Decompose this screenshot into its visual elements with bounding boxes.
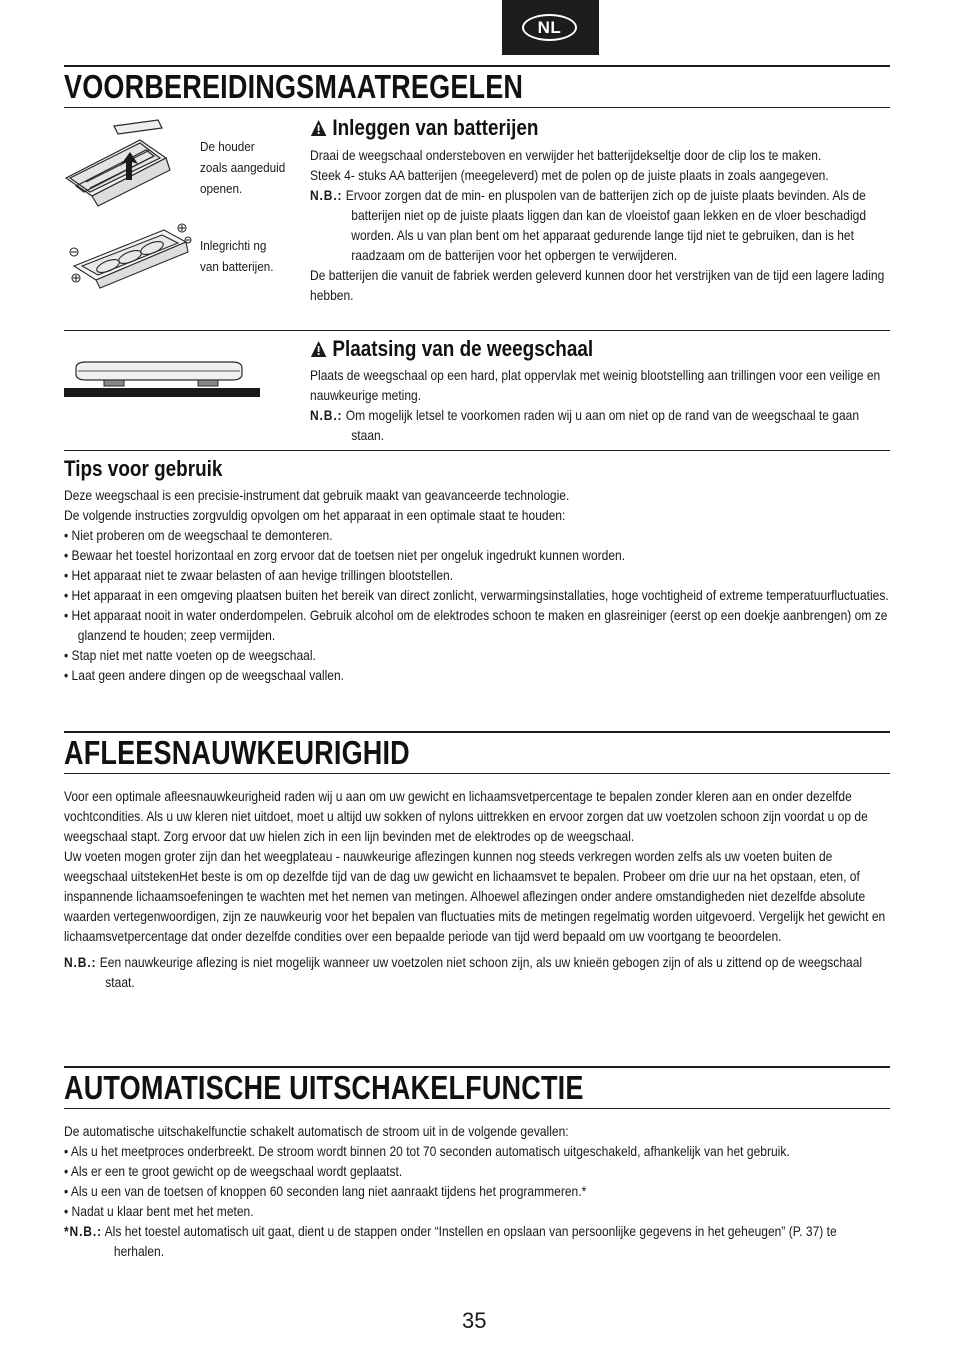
note-text: Om mogelijk letsel te voorkomen raden wij u aan om niet op de rand van de weegschaal te gaan staan. [345, 407, 860, 443]
body-line: De volgende instructies zorgvuldig opvolgen om het apparaat in een optimale staat te houden: [64, 507, 566, 523]
caption-open-holder [200, 136, 285, 199]
language-tab [502, 0, 599, 55]
note-label: *N.B.: [64, 1223, 102, 1239]
section-title-auto-off: AUTOMATISCHE UITSCHAKELFUNCTIE [64, 1069, 584, 1106]
caption-line: zoals aangeduid [200, 160, 286, 175]
heading-placement-text: Plaatsing van de weegschaal [332, 336, 594, 361]
list-item: • Niet proberen om de weegschaal te demonteren. [64, 527, 333, 543]
caption-line: openen. [200, 181, 243, 196]
note-text: Als het toestel automatisch uit gaat, dient u de stappen onder “Instellen en opslaan van persoonlijke gegevens in het geheugen” (P. 37) te herhalen. [104, 1223, 837, 1259]
divider [64, 330, 890, 331]
accuracy-note [64, 952, 890, 992]
battery-insertion-illustration [68, 222, 192, 298]
list-item: • Nadat u klaar bent met het meten. [64, 1203, 254, 1219]
list-item: • Het apparaat nooit in water onderdompelen. Gebruik alcohol om de elektrodes schoon te maken en glasreiniger (eerst op een doekje aanbrengen) om ze glanzend te houden; zeep vermijden. [64, 607, 888, 643]
heading-placement [310, 336, 593, 362]
list-item: • Bewaar het toestel horizontaal en zorg ervoor dat de toetsen niet per ongeluk ingedrukt kunnen worden. [64, 547, 626, 563]
body-line: Steek 4- stuks AA batterijen (meegeleverd) met de polen op de juiste plaats in zoals aangegeven. [310, 167, 829, 183]
list-item: • Als u een van de toetsen of knoppen 60 seconden lang niet aanraakt tijdens het programmeren.* [64, 1183, 587, 1199]
list-item: • Het apparaat niet te zwaar belasten of aan hevige trillingen blootstellen. [64, 567, 454, 583]
warning-icon [310, 119, 327, 137]
scale-side-illustration [64, 352, 260, 398]
caption-line: van batterijen. [200, 259, 274, 274]
body-paragraph: Voor een optimale afleesnauwkeurigheid raden wij u aan om uw gewicht en lichaamsvetpercentage te bepalen zonder kleren aan en onder dezelfde vochtcondities. Als u uw kleren niet uitdoet, moet u altijd uw sokken of nylons uittrekken en ervoor zorgen dat uw voetzolen schoon zijn voordat u op de weegschaal stapt. Zorg ervoor dat uw hielen zich in een lijn bevinden met de elektrodes op de weegschaal. [64, 788, 868, 844]
auto-off-body [64, 1121, 890, 1261]
caption-insert-batteries [200, 235, 274, 277]
tips-body [64, 485, 890, 685]
caption-line: De houder [200, 139, 255, 154]
heading-battery [310, 115, 538, 141]
heading-battery-text: Inleggen van batterijen [332, 115, 539, 140]
body-line: Plaats de weegschaal op een hard, plat oppervlak met weinig blootstelling aan trillingen voor een veilige en nauwkeurige meting. [310, 367, 881, 403]
language-badge: NL [522, 14, 577, 41]
note-label: N.B.: [310, 187, 343, 203]
divider [64, 450, 890, 451]
accuracy-body [64, 786, 890, 992]
section-rule-top [64, 65, 890, 67]
body-line: De automatische uitschakelfunctie schakelt automatisch de stroom uit in de volgende gevallen: [64, 1123, 569, 1139]
battery-note [310, 185, 888, 265]
section-rule-bottom [64, 107, 890, 108]
section-rule-bottom [64, 773, 890, 774]
section-rule-top [64, 731, 890, 733]
caption-line: Inlegrichti ng [200, 238, 267, 253]
warning-icon [310, 340, 327, 358]
list-item: • Stap niet met natte voeten op de weegschaal. [64, 647, 316, 663]
body-line: Draai de weegschaal ondersteboven en verwijder het batterijdekseltje door de clip los te maken. [310, 147, 822, 163]
heading-tips: Tips voor gebruik [64, 456, 223, 481]
list-item: • Als u het meetproces onderbreekt. De stroom wordt binnen 20 tot 70 seconden automatisch uitgeschakeld, afhankelijk van het gebruik. [64, 1143, 790, 1159]
section-rule-top [64, 1066, 890, 1068]
note-label: N.B.: [310, 407, 343, 423]
placement-body [310, 365, 888, 445]
note-label: N.B.: [64, 954, 97, 970]
battery-holder-open-illustration [62, 118, 172, 222]
body-paragraph: Uw voeten mogen groter zijn dan het weegplateau - nauwkeurige aflezingen kunnen nog steeds verkregen worden zelfs als uw voeten buiten de weegschaal uitstekenHet beste is om op dezelfde tijd van de dag uw gewicht en lichaamsvet te bepalen. Probeer om drie uur na het opstaan, eten, of inspannende lichaamsoefeningen te wachten met het nemen van metingen. Alhoewel aflezingen onder andere omstandigheden niet dezelfde absolute waarden vertegenwoordigen, zijn ze nauwkeurig voor het bepalen van fluctuaties mits de metingen regelmatig worden uitgevoerd. Vergelijk het gewicht en lichaamsvetpercentage dat onder dezelfde condities over een bepaalde periode van tijd werd bepaald om uw voortgang te beoordelen. [64, 848, 886, 944]
note-text: Ervoor zorgen dat de min- en pluspolen van de batterijen zich op de juiste plaats bevinden. Als de batterijen niet op de juiste plaats liggen dan kan de vloeistof gaan lekken en de vloer beschadigd worden. Als u van plan bent om het apparaat gedurende lange tijd niet te gebruiken, dan is het raadzaam om de batterijen voor het opbergen te verwijderen. [345, 187, 867, 263]
list-item: • Het apparaat in een omgeving plaatsen buiten het bereik van direct zonlicht, verwarmingsinstallaties, hoge vochtigheid of extreme temperatuurfluctuaties. [64, 587, 889, 603]
auto-off-note [64, 1221, 890, 1261]
note-text: Een nauwkeurige aflezing is niet mogelijk wanneer uw voetzolen niet schoon zijn, als uw knieën gebogen zijn of als u zittend op de weegschaal staat. [99, 954, 863, 990]
page-number: 35 [462, 1308, 487, 1333]
section-rule-bottom [64, 1108, 890, 1109]
body-line: Deze weegschaal is een precisie-instrument dat gebruik maakt van geavanceerde technologie. [64, 487, 570, 503]
list-item: • Als er een te groot gewicht op de weegschaal wordt geplaatst. [64, 1163, 403, 1179]
battery-body [310, 145, 888, 305]
section-title-accuracy: AFLEESNAUWKEURIGHID [64, 734, 410, 771]
section-title-preparation: VOORBEREIDINGSMAATREGELEN [64, 68, 524, 105]
placement-note [310, 405, 888, 445]
body-line: De batterijen die vanuit de fabriek werden geleverd kunnen door het verstrijken van de tijd een lagere lading hebben. [310, 267, 885, 303]
list-item: • Laat geen andere dingen op de weegschaal vallen. [64, 667, 345, 683]
